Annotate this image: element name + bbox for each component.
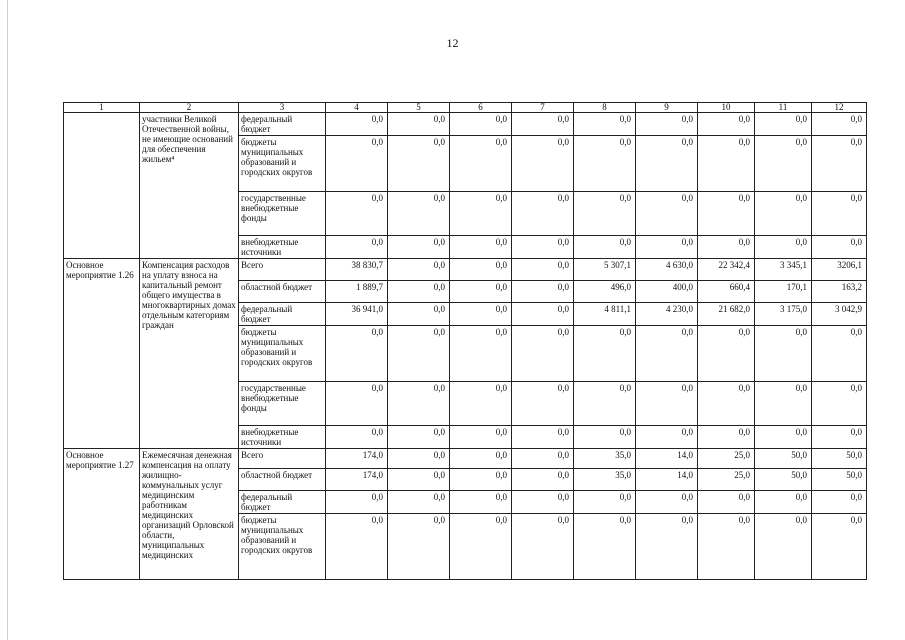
amount-cell: 0,0 [698,326,755,382]
amount-cell: 0,0 [388,192,450,236]
amount-cell: 0,0 [388,136,450,192]
header-row [64,103,867,113]
amount-cell: 50,0 [755,449,812,469]
amount-cell: 163,2 [812,281,867,303]
amount-cell: 0,0 [812,514,867,580]
amount-cell: 660,4 [698,281,755,303]
amount-cell: 0,0 [755,491,812,514]
amount-cell: 0,0 [388,491,450,514]
amount-cell: 496,0 [574,281,636,303]
amount-cell: 1 889,7 [326,281,388,303]
amount-cell: 0,0 [698,136,755,192]
amount-cell: 0,0 [755,192,812,236]
amount-cell: 0,0 [388,113,450,136]
amount-cell: 0,0 [812,192,867,236]
amount-cell: 3206,1 [812,259,867,281]
amount-cell: 0,0 [812,426,867,449]
amount-cell: 0,0 [698,491,755,514]
amount-cell: 0,0 [574,491,636,514]
amount-cell: 0,0 [636,113,698,136]
amount-cell: 0,0 [512,236,574,259]
column-header: 11 [755,103,812,113]
amount-cell: 0,0 [574,192,636,236]
funding-source-cell: бюджеты муниципальных образований и городских округов [239,136,326,192]
amount-cell: 0,0 [812,113,867,136]
amount-cell: 0,0 [512,426,574,449]
funding-source-cell: внебюджетные источники [239,426,326,449]
page-number: 12 [446,36,459,50]
amount-cell: 4 230,0 [636,303,698,326]
amount-cell: 0,0 [512,113,574,136]
amount-cell: 0,0 [755,382,812,426]
amount-cell: 0,0 [450,281,512,303]
amount-cell: 0,0 [326,514,388,580]
funding-source-cell: государственные внебюджетные фонды [239,192,326,236]
amount-cell: 0,0 [636,326,698,382]
amount-cell: 0,0 [388,426,450,449]
amount-cell: 25,0 [698,449,755,469]
amount-cell: 0,0 [388,236,450,259]
amount-cell: 0,0 [574,326,636,382]
amount-cell: 0,0 [450,469,512,491]
funding-source-cell: Всего [239,259,326,281]
amount-cell: 174,0 [326,469,388,491]
funding-source-cell: бюджеты муниципальных образований и городских округов [239,326,326,382]
amount-cell: 0,0 [388,469,450,491]
column-header: 4 [326,103,388,113]
amount-cell: 0,0 [450,449,512,469]
event-number-cell [64,113,140,259]
amount-cell: 0,0 [574,382,636,426]
amount-cell: 0,0 [574,426,636,449]
amount-cell: 0,0 [755,136,812,192]
column-header: 2 [140,103,239,113]
amount-cell: 0,0 [388,514,450,580]
amount-cell: 0,0 [698,236,755,259]
amount-cell: 0,0 [574,236,636,259]
amount-cell: 3 175,0 [755,303,812,326]
table-row [64,259,867,281]
amount-cell: 0,0 [512,382,574,426]
column-header: 8 [574,103,636,113]
amount-cell: 0,0 [326,236,388,259]
page-edge-line [7,0,8,640]
amount-cell: 0,0 [450,491,512,514]
amount-cell: 0,0 [450,326,512,382]
amount-cell: 35,0 [574,449,636,469]
amount-cell: 0,0 [450,382,512,426]
amount-cell: 0,0 [388,382,450,426]
amount-cell: 0,0 [755,326,812,382]
amount-cell: 5 307,1 [574,259,636,281]
amount-cell: 3 345,1 [755,259,812,281]
amount-cell: 0,0 [512,469,574,491]
column-header: 7 [512,103,574,113]
amount-cell: 14,0 [636,449,698,469]
amount-cell: 50,0 [755,469,812,491]
amount-cell: 0,0 [326,192,388,236]
amount-cell: 0,0 [812,382,867,426]
amount-cell: 0,0 [326,426,388,449]
amount-cell: 0,0 [574,136,636,192]
amount-cell: 0,0 [512,514,574,580]
amount-cell: 174,0 [326,449,388,469]
amount-cell: 0,0 [812,326,867,382]
amount-cell: 0,0 [388,303,450,326]
amount-cell: 35,0 [574,469,636,491]
event-description-cell: Компенсация расходов на уплату взноса на капитальный ремонт общего имущества в многоквартирных домах отдельным категориям граждан [140,259,239,449]
amount-cell: 0,0 [755,426,812,449]
amount-cell: 0,0 [636,514,698,580]
amount-cell: 25,0 [698,469,755,491]
amount-cell: 0,0 [450,426,512,449]
amount-cell: 0,0 [636,426,698,449]
amount-cell: 0,0 [512,326,574,382]
amount-cell: 0,0 [450,259,512,281]
event-description-cell: участники Великой Отечественной войны, не имеющие оснований для обеспечения жильем⁴ [140,113,239,259]
table-body [64,113,867,580]
amount-cell: 0,0 [512,449,574,469]
amount-cell: 170,1 [755,281,812,303]
amount-cell: 14,0 [636,469,698,491]
amount-cell: 22 342,4 [698,259,755,281]
amount-cell: 0,0 [450,236,512,259]
amount-cell: 0,0 [450,136,512,192]
column-header: 10 [698,103,755,113]
amount-cell: 0,0 [388,326,450,382]
amount-cell: 0,0 [698,382,755,426]
amount-cell: 0,0 [450,113,512,136]
amount-cell: 0,0 [326,136,388,192]
table-row [64,449,867,469]
amount-cell: 21 682,0 [698,303,755,326]
amount-cell: 0,0 [812,136,867,192]
amount-cell: 0,0 [450,303,512,326]
funding-source-cell: федеральный бюджет [239,303,326,326]
funding-source-cell: внебюджетные источники [239,236,326,259]
amount-cell: 0,0 [698,514,755,580]
amount-cell: 36 941,0 [326,303,388,326]
amount-cell: 0,0 [450,192,512,236]
amount-cell: 0,0 [388,449,450,469]
amount-cell: 4 811,1 [574,303,636,326]
funding-source-cell: государственные внебюджетные фонды [239,382,326,426]
amount-cell: 0,0 [512,259,574,281]
amount-cell: 0,0 [812,236,867,259]
funding-source-cell: областной бюджет [239,281,326,303]
amount-cell: 0,0 [636,136,698,192]
amount-cell: 0,0 [326,382,388,426]
amount-cell: 3 042,9 [812,303,867,326]
amount-cell: 0,0 [698,426,755,449]
amount-cell: 0,0 [326,491,388,514]
amount-cell: 0,0 [512,491,574,514]
amount-cell: 4 630,0 [636,259,698,281]
amount-cell: 0,0 [512,281,574,303]
amount-cell: 38 830,7 [326,259,388,281]
amount-cell: 0,0 [636,491,698,514]
amount-cell: 0,0 [636,382,698,426]
amount-cell: 0,0 [636,236,698,259]
amount-cell: 0,0 [450,514,512,580]
funding-source-cell: федеральный бюджет [239,113,326,136]
amount-cell: 0,0 [574,514,636,580]
column-header: 1 [64,103,140,113]
event-description-cell: Ежемесячная денежная компенсация на оплату жилищно-коммунальных услуг медицинским работникам медицинских организаций Орловской области, муниципальных медицинских [140,449,239,580]
funding-source-cell: федеральный бюджет [239,491,326,514]
table-row [64,113,867,136]
amount-cell: 0,0 [755,113,812,136]
amount-cell: 0,0 [574,113,636,136]
amount-cell: 0,0 [512,136,574,192]
amount-cell: 0,0 [388,259,450,281]
amount-cell: 50,0 [812,449,867,469]
amount-cell: 50,0 [812,469,867,491]
column-header: 9 [636,103,698,113]
funding-source-cell: областной бюджет [239,469,326,491]
funding-table [63,102,867,580]
amount-cell: 0,0 [698,192,755,236]
amount-cell: 0,0 [698,113,755,136]
event-number-cell: Основное мероприятие 1.27 [64,449,140,580]
column-header: 6 [450,103,512,113]
column-header: 5 [388,103,450,113]
amount-cell: 0,0 [755,236,812,259]
event-number-cell: Основное мероприятие 1.26 [64,259,140,449]
column-header: 3 [239,103,326,113]
amount-cell: 0,0 [812,491,867,514]
amount-cell: 0,0 [326,326,388,382]
amount-cell: 0,0 [755,514,812,580]
column-header: 12 [812,103,867,113]
amount-cell: 400,0 [636,281,698,303]
amount-cell: 0,0 [326,113,388,136]
amount-cell: 0,0 [388,281,450,303]
amount-cell: 0,0 [512,192,574,236]
amount-cell: 0,0 [636,192,698,236]
funding-source-cell: Всего [239,449,326,469]
funding-source-cell: бюджеты муниципальных образований и городских округов [239,514,326,580]
amount-cell: 0,0 [512,303,574,326]
